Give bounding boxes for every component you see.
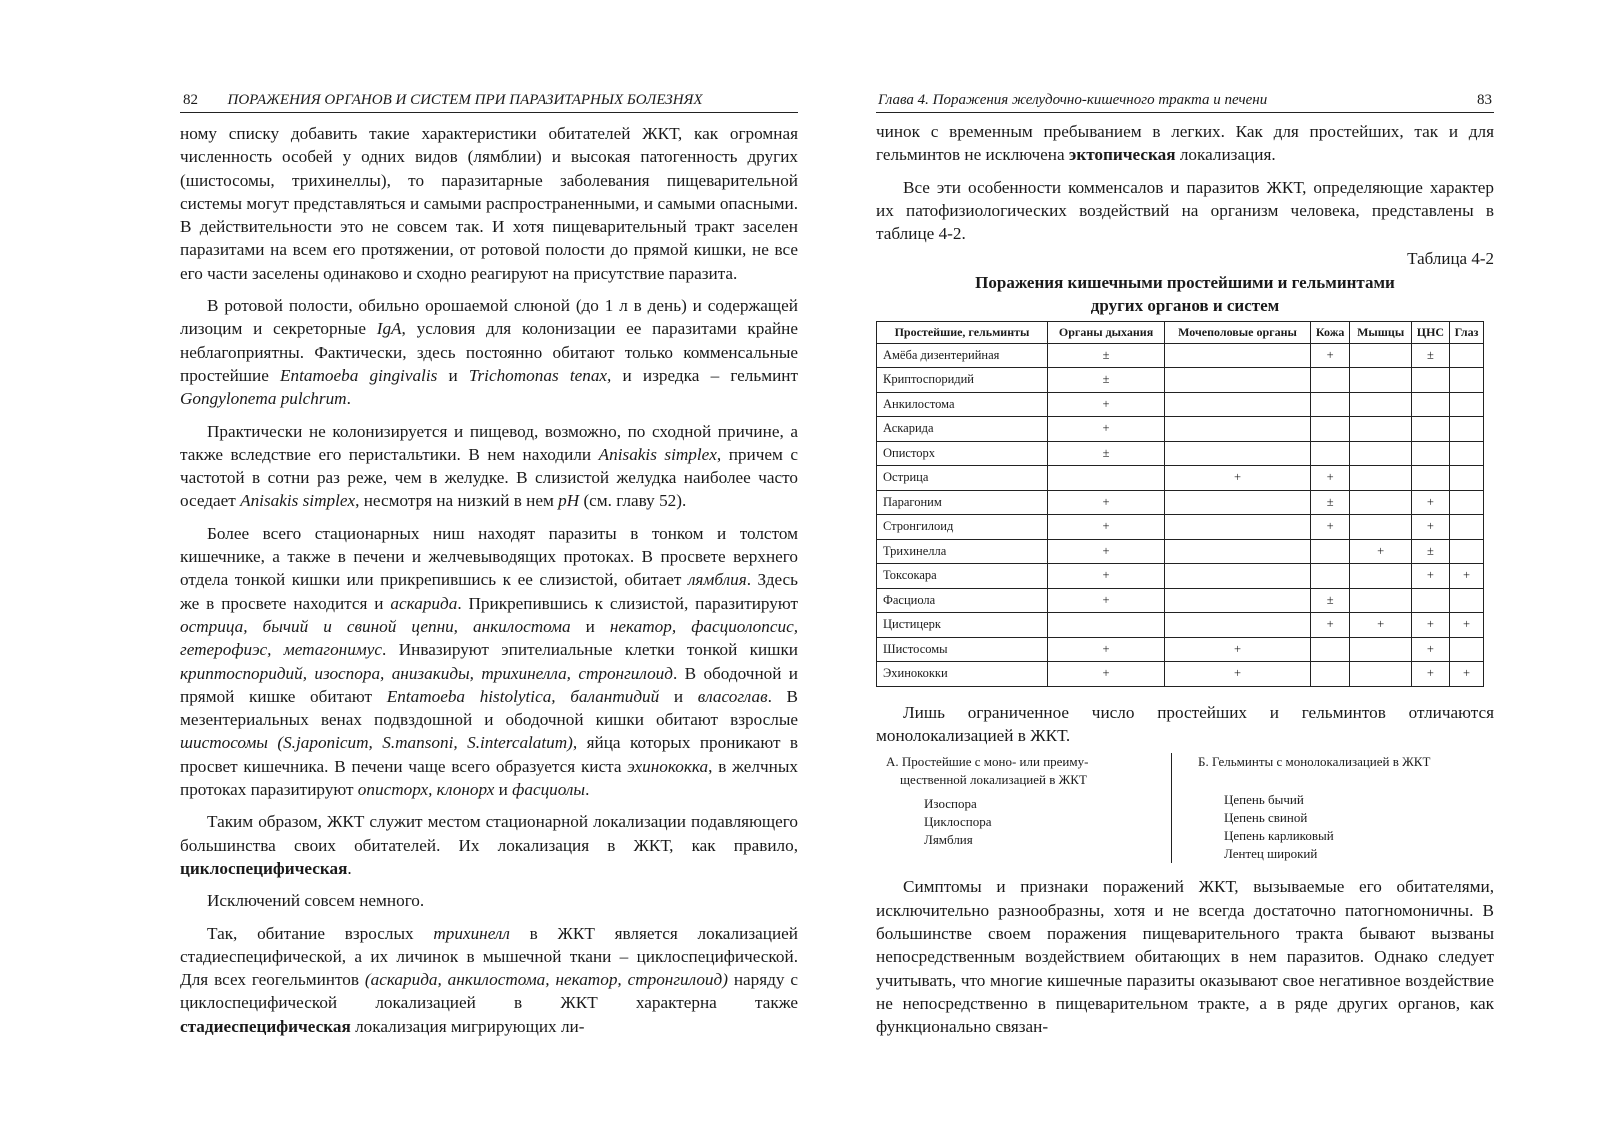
mark-cell [1411, 368, 1449, 393]
mark-cell [1350, 588, 1411, 613]
left-running-head-title: ПОРАЖЕНИЯ ОРГАНОВ И СИСТЕМ ПРИ ПАРАЗИТАРНЫХ БОЛЕЗНЯХ [227, 92, 703, 108]
mark-cell: + [1048, 392, 1165, 417]
table-row [877, 441, 1484, 466]
left-paragraph-5: Таким образом, ЖКТ служит местом стационарной локализации подавляющего большинства своих обитателей. Их локализация в ЖКТ, как правило, циклоспецифическая. [180, 812, 798, 878]
table-header-row [877, 321, 1484, 343]
table-row [877, 539, 1484, 564]
right-paragraph-1: чинок с временным пребыванием в легких. Как для простейших, так и для гельминтов не исключена эктопическая локализация. [876, 122, 1494, 165]
organism-cell: Амёба дизентерийная [877, 343, 1048, 368]
header-cns: ЦНС [1411, 321, 1449, 343]
mark-cell [1165, 515, 1311, 540]
mark-cell [1165, 343, 1311, 368]
mark-cell [1350, 662, 1411, 687]
organism-cell: Фасциола [877, 588, 1048, 613]
table-caption-line-1: Поражения кишечными простейшими и гельминтами [975, 272, 1395, 292]
table-row [877, 392, 1484, 417]
table-row [877, 637, 1484, 662]
mark-cell [1310, 539, 1350, 564]
mark-cell [1310, 637, 1350, 662]
mark-cell: ± [1048, 368, 1165, 393]
header-organism: Простейшие, гельминты [877, 321, 1048, 343]
mark-cell [1165, 417, 1311, 442]
mark-cell: + [1310, 515, 1350, 540]
header-respiratory: Органы дыхания [1048, 321, 1165, 343]
organism-cell: Эхинококки [877, 662, 1048, 687]
mark-cell: + [1411, 662, 1449, 687]
mark-cell [1350, 637, 1411, 662]
table-row [877, 417, 1484, 442]
header-muscles: Мышцы [1350, 321, 1411, 343]
mark-cell: + [1310, 613, 1350, 638]
table-caption-line-2: других органов и систем [1090, 295, 1280, 315]
mark-cell [1310, 441, 1350, 466]
left-paragraph-6: Исключений совсем немного. [207, 891, 425, 911]
mark-cell: + [1165, 466, 1311, 491]
mark-cell [1350, 392, 1411, 417]
list-b-item: Лентец широкий [1224, 846, 1318, 862]
mark-cell: ± [1048, 441, 1165, 466]
mark-cell [1310, 662, 1350, 687]
mark-cell [1449, 490, 1483, 515]
list-a-item: Циклоспора [924, 814, 992, 830]
mark-cell: + [1310, 343, 1350, 368]
mark-cell: + [1350, 613, 1411, 638]
list-b-item: Цепень свиной [1224, 810, 1308, 826]
mark-cell [1350, 564, 1411, 589]
right-paragraph-3: Лишь ограниченное число простейших и гельминтов отличаются монолокализацией в ЖКТ. [876, 702, 1494, 746]
mark-cell [1165, 490, 1311, 515]
mark-cell: ± [1310, 490, 1350, 515]
header-urogenital: Мочеполовые органы [1165, 321, 1311, 343]
mark-cell [1411, 588, 1449, 613]
right-head-rule [876, 112, 1494, 113]
mark-cell [1411, 441, 1449, 466]
mark-cell [1350, 466, 1411, 491]
mark-cell [1165, 613, 1311, 638]
mark-cell [1411, 466, 1449, 491]
organism-cell: Парагоним [877, 490, 1048, 515]
list-b [1171, 753, 1430, 863]
mark-cell [1165, 539, 1311, 564]
organism-cell: Описторх [877, 441, 1048, 466]
mark-cell: + [1165, 662, 1311, 687]
mark-cell [1449, 515, 1483, 540]
mark-cell [1449, 466, 1483, 491]
mark-cell [1165, 564, 1311, 589]
list-b-title: Б. Гельминты с монолокализацией в ЖКТ [1198, 754, 1431, 770]
mark-cell: + [1048, 637, 1165, 662]
table-row [877, 662, 1484, 687]
list-b-item: Цепень бычий [1224, 792, 1304, 808]
organism-cell: Трихинелла [877, 539, 1048, 564]
mark-cell: + [1411, 515, 1449, 540]
mark-cell: + [1310, 466, 1350, 491]
table-row [877, 343, 1484, 368]
organism-cell: Стронгилоид [877, 515, 1048, 540]
mark-cell [1350, 515, 1411, 540]
mark-cell [1165, 588, 1311, 613]
mark-cell: + [1449, 564, 1483, 589]
right-page [800, 0, 1600, 1143]
organism-cell: Анкилостома [877, 392, 1048, 417]
mark-cell: + [1411, 613, 1449, 638]
table-row [877, 564, 1484, 589]
organism-cell: Аскарида [877, 417, 1048, 442]
table-row [877, 466, 1484, 491]
table-row [877, 515, 1484, 540]
mark-cell [1165, 368, 1311, 393]
mark-cell [1165, 392, 1311, 417]
list-b-items [1198, 791, 1430, 863]
organism-cell: Острица [877, 466, 1048, 491]
mark-cell [1350, 343, 1411, 368]
table-4-2 [876, 321, 1484, 687]
left-paragraph-3: Практически не колонизируется и пищевод, возможно, по сходной причине, а также вследствие его перистальтики. В нем находили Anisakis simplex, причем с частотой в сотни раз реже, чем в желудке. В слизистой желудка наиболее часто оседает Anisakis simplex, несмотря на низкий в нем pH (см. главу 52). [180, 421, 798, 511]
mark-cell: ± [1048, 343, 1165, 368]
mark-cell [1310, 417, 1350, 442]
mark-cell [1310, 368, 1350, 393]
mark-cell: + [1449, 613, 1483, 638]
list-a-items [886, 795, 1171, 849]
mark-cell [1449, 368, 1483, 393]
mark-cell: + [1411, 564, 1449, 589]
mark-cell [1449, 588, 1483, 613]
right-running-head-title: Глава 4. Поражения желудочно-кишечного тракта и печени [878, 92, 1268, 108]
mark-cell: + [1048, 490, 1165, 515]
right-paragraph-4: Симптомы и признаки поражений ЖКТ, вызываемые его обитателями, исключительно разнообразны, хотя и не всегда достаточно патогномоничны. В большинстве своем поражения пищеварительного тракта бывают вызваны непосредственным воздействием обитающих в нем паразитов. Однако следует учитывать, что многие кишечные паразиты оказывают свое негативное воздействие не непосредственно в пищеварительном тракте, а в ряде других органов, как функционально связан- [876, 877, 1494, 1037]
left-running-head [183, 92, 703, 109]
list-b-item: Цепень карликовый [1224, 828, 1334, 844]
mark-cell [1310, 564, 1350, 589]
list-a-title-1: А. Простейшие с моно- или преиму- [886, 754, 1089, 770]
list-a-item: Изоспора [924, 796, 977, 812]
mark-cell [1411, 392, 1449, 417]
list-a-title-2: щественной локализацией в ЖКТ [900, 772, 1087, 788]
mark-cell [1449, 417, 1483, 442]
table-body [877, 343, 1484, 686]
right-page-number: 83 [1477, 92, 1492, 108]
mark-cell: + [1048, 417, 1165, 442]
left-paragraph-2: В ротовой полости, обильно орошаемой слюной (до 1 л в день) и содержащей лизоцим и секреторные IgA, условия для колонизации ее паразитами крайне неблагоприятны. Фактически, здесь постоянно обитают только комменсальные простейшие Entamoeba gingivalis и Trichomonas tenax, и изредка – гельминт Gongylonema pulchrum. [180, 296, 799, 409]
left-head-rule [180, 112, 798, 113]
mark-cell: + [1449, 662, 1483, 687]
list-a [876, 753, 1171, 863]
mark-cell [1449, 539, 1483, 564]
right-paragraph-2: Все эти особенности комменсалов и паразитов ЖКТ, определяющие характер их патофизиологических воздействий на организм человека, представлены в таблице 4-2. [876, 177, 1494, 244]
mark-cell [1165, 441, 1311, 466]
mark-cell: + [1411, 637, 1449, 662]
mark-cell: + [1048, 564, 1165, 589]
organism-cell: Цистицерк [877, 613, 1048, 638]
mark-cell [1048, 466, 1165, 491]
mark-cell [1449, 637, 1483, 662]
table-row [877, 490, 1484, 515]
table-row [877, 588, 1484, 613]
mark-cell [1310, 392, 1350, 417]
table-row [877, 613, 1484, 638]
right-text-column [876, 120, 1494, 1038]
mark-cell [1449, 441, 1483, 466]
left-text-column [180, 122, 798, 1038]
mark-cell [1350, 417, 1411, 442]
header-eye: Глаз [1449, 321, 1483, 343]
organism-cell: Шистосомы [877, 637, 1048, 662]
mark-cell [1350, 368, 1411, 393]
right-running-head [878, 92, 1492, 109]
mark-cell: ± [1411, 343, 1449, 368]
header-skin: Кожа [1310, 321, 1350, 343]
mark-cell: ± [1310, 588, 1350, 613]
mark-cell [1350, 490, 1411, 515]
mark-cell [1411, 417, 1449, 442]
left-page-number: 82 [183, 92, 198, 108]
mark-cell: + [1048, 588, 1165, 613]
mark-cell: + [1165, 637, 1311, 662]
mark-cell [1449, 392, 1483, 417]
table-row [877, 368, 1484, 393]
mark-cell [1048, 613, 1165, 638]
list-a-item: Лямблия [924, 832, 973, 848]
mark-cell [1449, 343, 1483, 368]
organism-cell: Токсокара [877, 564, 1048, 589]
table-number: Таблица 4-2 [1407, 249, 1494, 269]
mark-cell: + [1048, 662, 1165, 687]
mark-cell: + [1048, 515, 1165, 540]
organism-cell: Криптоспоридий [877, 368, 1048, 393]
left-paragraph-4: Более всего стационарных ниш находят паразиты в тонком и толстом кишечнике, а также в печени и желчевыводящих протоках. В просвете верхнего отдела тонкой кишки или прикрепившись к ее слизистой, обитает лямблия. Здесь же в просвете находится и аскарида. Прикрепившись к слизистой, паразитируют острица, бычий и свиной цепни, анкилостома и некатор, фасциолопсис, гетерофиэс, метагонимус. Инвазируют эпителиальные клетки тонкой кишки криптоспоридий, изоспора, анизакиды, трихинелла, стронгилоид. В ободочной и прямой кишке обитают Entamoeba histolytica, балантидий и власоглав. В мезентериальных венах подвздошной и ободочной кишки обитают взрослые шистосомы (S.japonicum, S.mansoni, S.intercalatum), яйца которых проникают в просвет кишечника. В печени чаще всего образуется киста эхинококка, в желчных протоках паразитируют описторх, клонорх и фасциолы. [180, 523, 799, 800]
mark-cell [1350, 441, 1411, 466]
left-paragraph-7: Так, обитание взрослых трихинелл в ЖКТ является локализацией стадиеспецифической, а их личинок в мышечной ткани – циклоспецифической. Для всех геогельминтов (аскарида, анкилостома, некатор, стронгилоид) наряду с циклоспецифической локализацией в ЖКТ характерна также стадиеспецифическая локализация мигрирующих ли- [180, 923, 799, 1036]
mark-cell: + [1411, 490, 1449, 515]
monolocalization-lists [876, 753, 1494, 863]
mark-cell: + [1048, 539, 1165, 564]
mark-cell: + [1350, 539, 1411, 564]
left-paragraph-1: ному списку добавить такие характеристики обитателей ЖКТ, как огромная численность особей у одних видов (лямблии) и высокая патогенность других (шистосомы, трихинеллы), то паразитарные заболевания пищеварительной системы могут представляться и самыми распространенными, и самыми опасными. В действительности это не совсем так. И хотя пищеварительный тракт заселен паразитами на всем его протяжении, от ротовой полости до прямой кишки, не все его части заселены одинаково и сходно реагируют на присутствие паразита. [180, 124, 798, 283]
mark-cell: ± [1411, 539, 1449, 564]
